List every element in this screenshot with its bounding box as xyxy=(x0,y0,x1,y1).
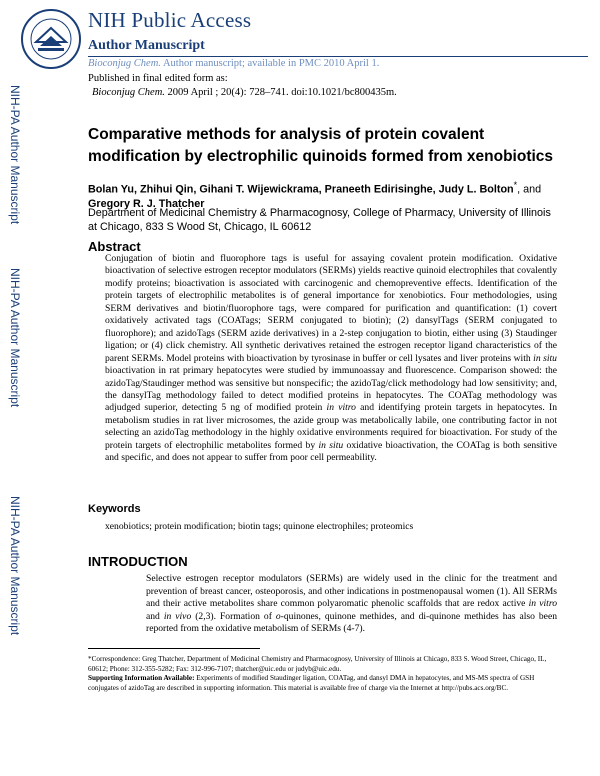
supporting-info-note: Supporting Information Available: Experiments of modified Staudinger ligation, COATag, and dansyl DMA in hepatocytes, and MS-MS spectra of GSH conjugates of azidoTag are described in supporting information. This material is available free of charge via the Internet at http://pubs.acs.org/BC. xyxy=(88,674,535,692)
published-label: Published in final edited form as: xyxy=(88,73,228,84)
nih-seal-logo xyxy=(20,8,82,70)
keywords: xenobiotics; protein modification; biotin tags; quinone electrophiles; proteomics xyxy=(105,521,414,532)
introduction-heading: INTRODUCTION xyxy=(88,554,188,569)
availability-journal: Bioconjug Chem. xyxy=(88,58,161,69)
header-title: NIH Public Access xyxy=(88,8,252,32)
footnote-divider xyxy=(88,648,260,649)
side-label-top: NIH-PA Author Manuscript xyxy=(8,85,22,225)
corresponding-mark: * xyxy=(513,180,518,190)
side-label-bottom: NIH-PA Author Manuscript xyxy=(8,496,22,636)
affiliation: Department of Medicinal Chemistry & Pharmacognosy, College of Pharmacy, University of Illinois at Chicago, 833 S Wood St, Chicago, IL 60612 xyxy=(88,207,551,233)
citation-details: 2009 April ; 20(4): 728–741. doi:10.1021/bc800435m. xyxy=(164,87,397,98)
authors-line-1: Bolan Yu, Zhihui Qin, Gihani T. Wijewickrama, Praneeth Edirisinghe, Judy L. Bolton xyxy=(88,183,514,196)
correspondence-note: *Correspondence: Greg Thatcher, Department of Medicinal Chemistry and Pharmacognosy, University of Illinois at Chicago, 833 S. Wood Street, Chicago, IL, 60612; Phone: 312-355-5282; Fax: 312-996-7107; thatcher@uic.edu or judyb@uic.edu. xyxy=(88,655,547,673)
side-label-middle: NIH-PA Author Manuscript xyxy=(8,268,22,408)
citation-journal: Bioconjug Chem. xyxy=(92,87,165,98)
footnotes xyxy=(88,655,558,693)
citation xyxy=(92,87,397,98)
authors-line-2: Gregory R. J. Thatcher xyxy=(88,197,205,210)
keywords-heading: Keywords xyxy=(88,503,141,515)
availability-note xyxy=(88,58,379,69)
authors-conjunction: , and xyxy=(517,183,542,196)
header-divider xyxy=(88,56,588,57)
introduction-text: Selective estrogen receptor modulators (SERMs) are widely used in the clinic for the treatment and prevention of breast cancer, osteoporosis, and other indications in postmenopausal women (1). All SERMs and their active metabolites share common polyaromatic phenolic scaffolds that are redox active in vitro and in vivo (2,3). Formation of o-quinones, quinone methides, and di-quinone methides has also been reported from the oxidative metabolism of SERMs (4-7). xyxy=(146,573,557,634)
abstract-text: Conjugation of biotin and fluorophore tags is useful for assaying covalent protein modification. Oxidative bioactivation of selective estrogen receptor modulators (SERMs) yields reactive quinoid electrophiles that covalently modify proteins; bioactivation is associated with carcinogenic and chemopreventive effects. Identification of the protein targets of electrophilic metabolites is of general importance for xenobiotics. Four methodologies, using SERM derivatives and biotin/fluorophore tags, were compared for purification and quantification: (1) covert oxidatively activated tags (COATags; SERM conjugated to biotin); (2) dansylTags (SERM conjugated to fluorophore); and azidoTags (SERM azide derivatives) in a 2-step conjugation to biotin, either using (3) Staudinger ligation; or (4) click chemistry. All synthetic derivatives retained the estrogen receptor ligand characteristics of the parent SERMs. Model proteins with bioactivation by tyrosinase in buffer or cell lysates and liver proteins with in situ bioactivation in rat primary hepatocytes were studied by immunoassay and fluorescence. Comparison showed: the azidoTag/Staudinger method was sensitive but nonspecific; the azidoTag/click methodology had low sensitivity; and, the dansylTag methodology failed to detect modified proteins in hepatocytes. The COATag methodology was adjudged superior, detecting 5 ng of modified protein in vitro and identifying protein targets in hepatocytes. In metabolism studies in rat liver microsomes, the azide group was metabolically labile, one contributing factor in not selecting an azidoTag methodology in the highly oxidative environments required for bioactivation. For study of the protein targets of electrophilic metabolites formed by in situ oxidative bioactivation, the COATag is both sensitive and specific, and does not appear to suffer from poor cell permeability. xyxy=(105,253,557,464)
abstract-heading: Abstract xyxy=(88,239,141,254)
header-subtitle: Author Manuscript xyxy=(88,38,205,53)
availability-text: Author manuscript; available in PMC 2010 April 1. xyxy=(160,58,380,69)
article-title: Comparative methods for analysis of protein covalent modification by electrophilic quinoids formed from xenobiotics xyxy=(88,126,554,165)
